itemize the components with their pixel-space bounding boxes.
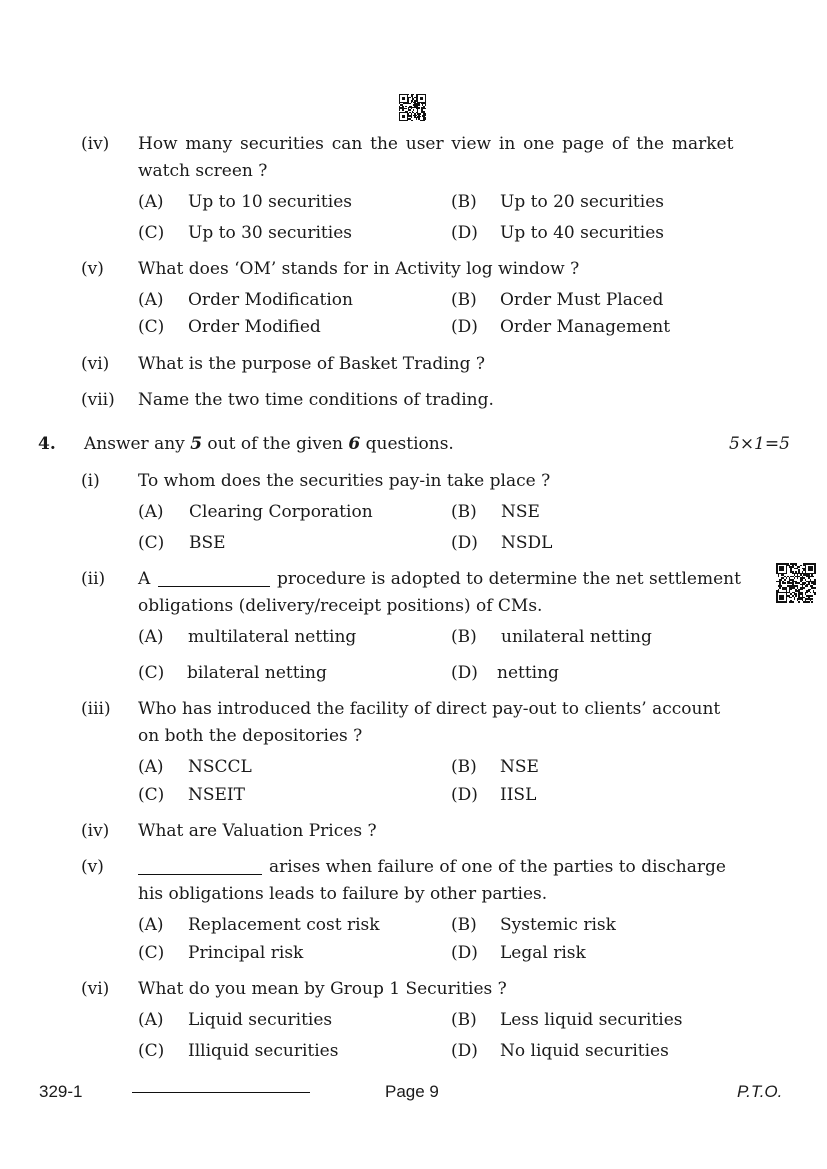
option-text: BSE xyxy=(189,533,226,553)
question-text: Name the two time conditions of trading. xyxy=(138,390,494,410)
side-qr-code-icon xyxy=(776,563,816,603)
option-label: (B) xyxy=(451,627,477,647)
question-number: (iii) xyxy=(81,699,111,719)
option-label: (B) xyxy=(451,192,477,212)
option-label: (C) xyxy=(138,223,165,243)
marks-allocation: 5×1=5 xyxy=(729,434,790,454)
option-text: Order Management xyxy=(500,317,671,337)
question-number: (iv) xyxy=(81,134,110,154)
option-text: NSE xyxy=(500,757,539,777)
option-label: (A) xyxy=(138,192,164,212)
option-text: No liquid securities xyxy=(500,1041,669,1061)
option-text: Less liquid securities xyxy=(500,1010,683,1030)
option-text: Liquid securities xyxy=(188,1010,333,1030)
question-text: on both the depositories ? xyxy=(138,726,363,746)
option-text: NSE xyxy=(501,502,540,522)
option-label: (C) xyxy=(138,785,165,805)
option-label: (B) xyxy=(451,1010,477,1030)
option-text: Principal risk xyxy=(188,943,304,963)
option-label: (D) xyxy=(451,317,478,337)
question-text: How many securities can the user view in one page of the market xyxy=(138,134,734,154)
question-text: obligations (delivery/receipt positions) of CMs. xyxy=(138,596,543,616)
paper-code: 329-1 xyxy=(39,1082,83,1101)
option-text: Systemic risk xyxy=(500,915,616,935)
footer-divider xyxy=(132,1092,310,1093)
option-label: (B) xyxy=(451,290,477,310)
option-label: (C) xyxy=(138,943,165,963)
question-number: (iv) xyxy=(81,821,110,841)
option-text: multilateral netting xyxy=(188,627,357,647)
option-label: (D) xyxy=(451,533,478,553)
option-text: Order Modified xyxy=(188,317,321,337)
option-text: Clearing Corporation xyxy=(189,502,373,522)
option-label: (C) xyxy=(138,663,165,683)
instruction-text: Answer any xyxy=(84,434,191,454)
question-number: (vi) xyxy=(81,979,110,999)
option-label: (D) xyxy=(451,223,478,243)
question-text: Who has introduced the facility of direct pay-out to clients’ account xyxy=(138,699,721,719)
instruction-total: 6 xyxy=(348,434,361,454)
top-qr-code-icon xyxy=(399,94,426,121)
option-text: unilateral netting xyxy=(501,627,652,647)
option-text: Up to 20 securities xyxy=(500,192,664,212)
option-text: Illiquid securities xyxy=(188,1041,339,1061)
question-text: his obligations leads to failure by other parties. xyxy=(138,884,548,904)
instruction-count: 5 xyxy=(190,434,203,454)
question-number: (i) xyxy=(81,471,100,491)
option-text: Legal risk xyxy=(500,943,586,963)
option-text: Order Must Placed xyxy=(500,290,664,310)
question-text: arises when failure of one of the parties to discharge xyxy=(269,857,726,877)
option-label: (D) xyxy=(451,785,478,805)
fill-in-blank xyxy=(158,586,270,587)
question-number: (v) xyxy=(81,259,104,279)
option-text: NSDL xyxy=(501,533,553,553)
option-label: (C) xyxy=(138,533,165,553)
fill-in-blank xyxy=(138,874,262,875)
page-number: Page 9 xyxy=(385,1082,439,1101)
question-text: What are Valuation Prices ? xyxy=(138,821,377,841)
option-text: Replacement cost risk xyxy=(188,915,380,935)
question-number: (ii) xyxy=(81,569,106,589)
question-number: (vii) xyxy=(81,390,115,410)
option-label: (A) xyxy=(138,915,164,935)
option-label: (C) xyxy=(138,1041,165,1061)
option-label: (D) xyxy=(451,1041,478,1061)
question-text-prefix: A xyxy=(138,569,151,589)
instruction-text: out of the given xyxy=(202,434,349,454)
option-label: (A) xyxy=(138,627,164,647)
option-label: (A) xyxy=(138,757,164,777)
option-label: (B) xyxy=(451,915,477,935)
option-text: NSCCL xyxy=(188,757,252,777)
option-text: Up to 10 securities xyxy=(188,192,352,212)
question-text: What is the purpose of Basket Trading ? xyxy=(138,354,486,374)
option-label: (A) xyxy=(138,290,164,310)
option-text: Up to 30 securities xyxy=(188,223,352,243)
option-label: (A) xyxy=(138,1010,164,1030)
option-text: netting xyxy=(497,663,559,683)
option-label: (D) xyxy=(451,943,478,963)
please-turn-over: P.T.O. xyxy=(737,1082,783,1101)
question-text: procedure is adopted to determine the net settlement xyxy=(277,569,741,589)
option-text: Order Modification xyxy=(188,290,353,310)
question-instruction xyxy=(84,434,454,454)
question-number: (v) xyxy=(81,857,104,877)
question-text: To whom does the securities pay-in take place ? xyxy=(138,471,551,491)
option-label: (B) xyxy=(451,757,477,777)
option-label: (D) xyxy=(451,663,478,683)
option-label: (B) xyxy=(451,502,477,522)
question-text: What does ‘OM’ stands for in Activity log window ? xyxy=(138,259,580,279)
option-text: NSEIT xyxy=(188,785,245,805)
question-number: 4. xyxy=(38,434,56,454)
option-label: (C) xyxy=(138,317,165,337)
question-text: watch screen ? xyxy=(138,161,268,181)
option-text: IISL xyxy=(500,785,537,805)
question-number: (vi) xyxy=(81,354,110,374)
option-text: bilateral netting xyxy=(187,663,327,683)
option-text: Up to 40 securities xyxy=(500,223,664,243)
option-label: (A) xyxy=(138,502,164,522)
instruction-text: questions. xyxy=(360,434,454,454)
question-text: What do you mean by Group 1 Securities ? xyxy=(138,979,507,999)
